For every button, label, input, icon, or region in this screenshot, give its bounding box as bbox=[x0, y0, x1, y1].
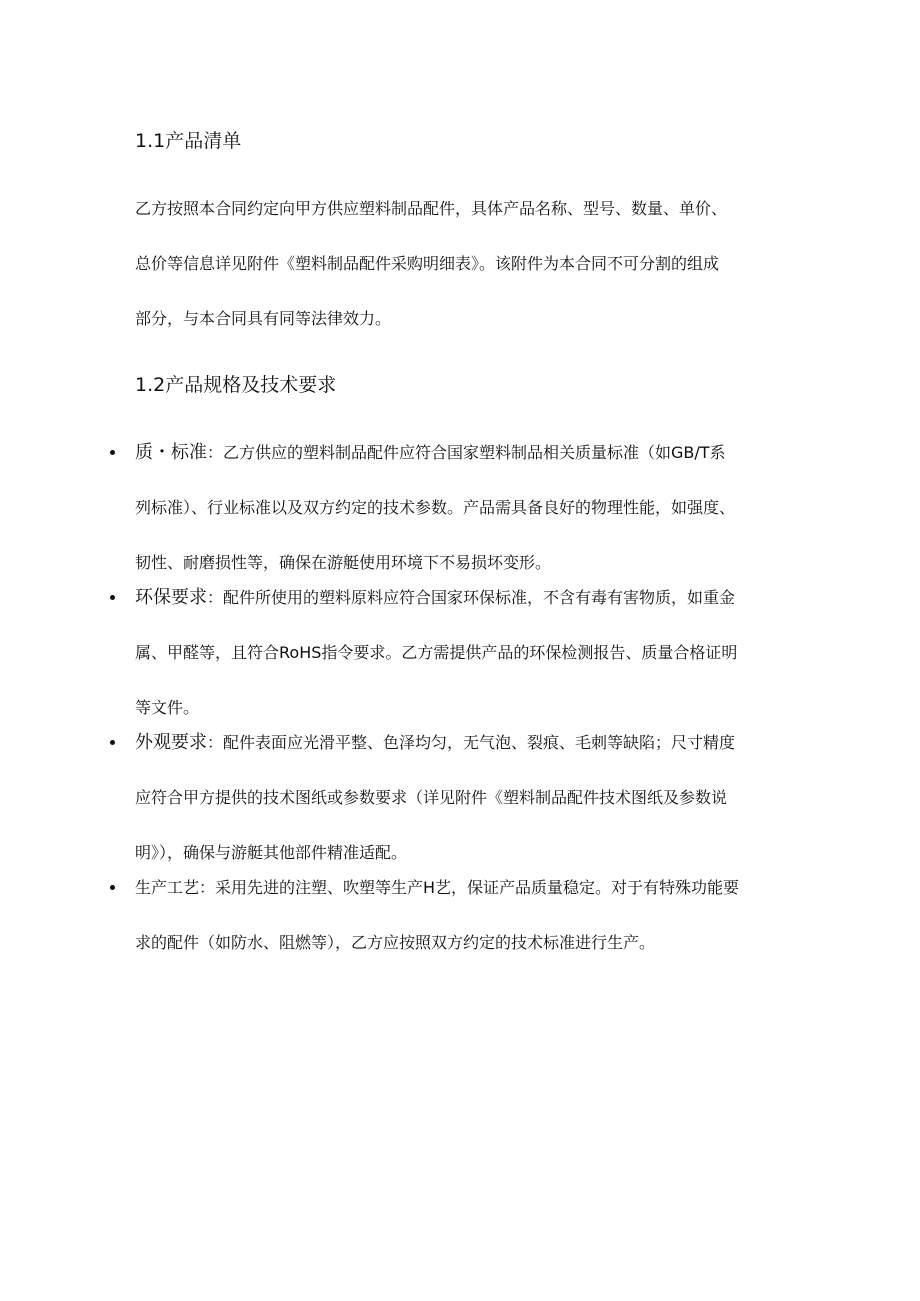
list-item-term: 外观要求 bbox=[135, 732, 207, 753]
list-item-environmental bbox=[135, 583, 785, 748]
list-item-line: 韧性、耐磨损性等，确保在游艇使用环境下不易损坏变形。 bbox=[135, 553, 552, 572]
list-item-line bbox=[135, 583, 785, 612]
list-item-line: 明》），确保与游艇其他部件精准适配。 bbox=[135, 843, 408, 862]
paragraph-line: 乙方按照本合同约定向甲方供应塑料制品配件，具体产品名称、型号、数量、单价、 bbox=[135, 199, 728, 218]
list-item-line: 生产工艺：采用先进的注塑、吹塑等生产H艺，保证产品质量稳定。对于有特殊功能要 bbox=[135, 878, 740, 897]
product-list-paragraph bbox=[135, 194, 785, 359]
list-item-line: 属、甲醛等，且符合RoHS指令要求。乙方需提供产品的环保检测报告、质量合格证明 bbox=[135, 643, 738, 662]
bullet-icon bbox=[110, 450, 115, 455]
list-item-text: ：配件所使用的塑料原料应符合国家环保标准，不含有毒有害物质，如重金 bbox=[207, 588, 736, 607]
section-heading-1-2: 1.2产品规格及技术要求 bbox=[135, 374, 337, 396]
list-item-line: 求的配件（如防水、阻燃等），乙方应按照双方约定的技术标准进行生产。 bbox=[135, 933, 656, 952]
bullet-icon bbox=[110, 885, 115, 890]
list-item-line: 等文件。 bbox=[135, 698, 200, 717]
bullet-icon bbox=[110, 595, 115, 600]
bullet-icon bbox=[110, 740, 115, 745]
paragraph-line: 部分，与本合同具有同等法律效力。 bbox=[135, 309, 392, 328]
list-item-term: 质・标准 bbox=[135, 442, 207, 463]
list-item-line: 应符合甲方提供的技术图纸或参数要求（详见附件《塑料制品配件技术图纸及参数说 bbox=[135, 788, 728, 807]
section-heading-1-1: 1.1产品清单 bbox=[135, 130, 242, 152]
list-item-text: ：乙方供应的塑料制品配件应符合国家塑料制品相关质量标准（如GB/T系 bbox=[207, 443, 726, 462]
list-item-line bbox=[135, 728, 785, 757]
list-item-quality-standard bbox=[135, 438, 785, 603]
list-item-appearance bbox=[135, 728, 785, 893]
list-item-text: ：配件表面应光滑平整、色泽均匀，无气泡、裂痕、毛刺等缺陷；尺寸精度 bbox=[207, 733, 736, 752]
paragraph-line: 总价等信息详见附件《塑料制品配件采购明细表》。该附件为本合同不可分割的组成 bbox=[135, 254, 720, 273]
list-item-line bbox=[135, 438, 785, 467]
list-item-production-process bbox=[135, 873, 785, 983]
list-item-line: 列标准）、行业标准以及双方约定的技术参数。产品需具备良好的物理性能，如强度、 bbox=[135, 498, 736, 517]
list-item-term: 环保要求 bbox=[135, 587, 207, 608]
